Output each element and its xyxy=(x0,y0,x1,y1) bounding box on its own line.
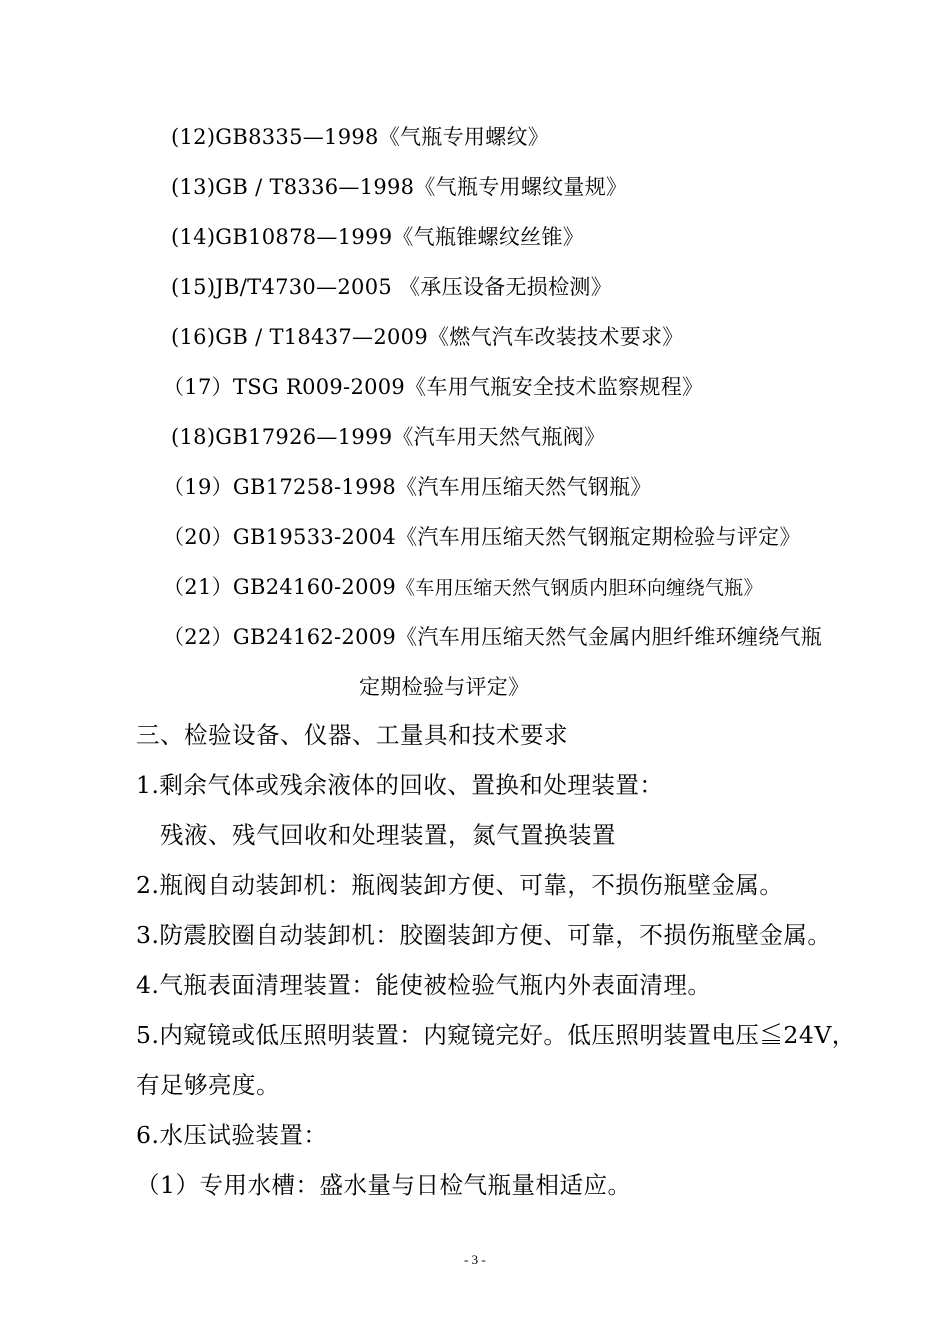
reference-item-12: (12)GB8335—1998《气瓶专用螺纹》 xyxy=(171,125,550,149)
reference-item-17: （17）TSG R009-2009《车用气瓶安全技术监察规程》 xyxy=(163,375,704,399)
reference-item-22-continuation: 定期检验与评定》 xyxy=(359,675,530,699)
reference-item-19: （19）GB17258-1998《汽车用压缩天然气钢瓶》 xyxy=(163,475,652,499)
item-3: 3.防震胶圈自动装卸机：胶圈装卸方便、可靠，不损伤瓶壁金属。 xyxy=(136,921,832,949)
reference-item-21 xyxy=(163,571,763,601)
item-5-continuation: 有足够亮度。 xyxy=(136,1071,280,1099)
item-1: 1.剩余气体或残余液体的回收、置换和处理装置： xyxy=(136,771,664,799)
item-2: 2.瓶阀自动装卸机：瓶阀装卸方便、可靠，不损伤瓶壁金属。 xyxy=(136,871,784,899)
reference-item-22: （22）GB24162-2009《汽车用压缩天然气金属内胆纤维环缠绕气瓶 xyxy=(163,625,823,649)
reference-item-21-title: 《车用压缩天然气钢质内胆环向缠绕气瓶》 xyxy=(396,577,763,599)
reference-item-14: (14)GB10878—1999《气瓶锥螺纹丝锥》 xyxy=(171,225,585,249)
reference-item-18: (18)GB17926—1999《汽车用天然气瓶阀》 xyxy=(171,425,606,449)
item-6-1: （1）专用水槽：盛水量与日检气瓶量相适应。 xyxy=(136,1171,632,1199)
reference-item-21-code: （21）GB24160-2009 xyxy=(163,575,397,599)
section-heading: 三、检验设备、仪器、工量具和技术要求 xyxy=(136,721,568,749)
item-5: 5.内窥镜或低压照明装置：内窥镜完好。低压照明装置电压≦24V， xyxy=(136,1021,856,1049)
reference-item-13: (13)GB / T8336—1998《气瓶专用螺纹量规》 xyxy=(171,175,628,199)
reference-item-16: (16)GB / T18437—2009《燃气汽车改装技术要求》 xyxy=(171,325,684,349)
page-number: - 3 - xyxy=(464,1252,486,1267)
item-1-detail: 残液、残气回收和处理装置，氮气置换装置 xyxy=(160,821,616,849)
item-6: 6.水压试验装置： xyxy=(136,1121,328,1149)
reference-item-15: (15)JB/T4730—2005 《承压设备无损检测》 xyxy=(171,275,613,299)
reference-item-20: （20）GB19533-2004《汽车用压缩天然气钢瓶定期检验与评定》 xyxy=(163,525,801,549)
item-4: 4.气瓶表面清理装置：能使被检验气瓶内外表面清理。 xyxy=(136,971,712,999)
